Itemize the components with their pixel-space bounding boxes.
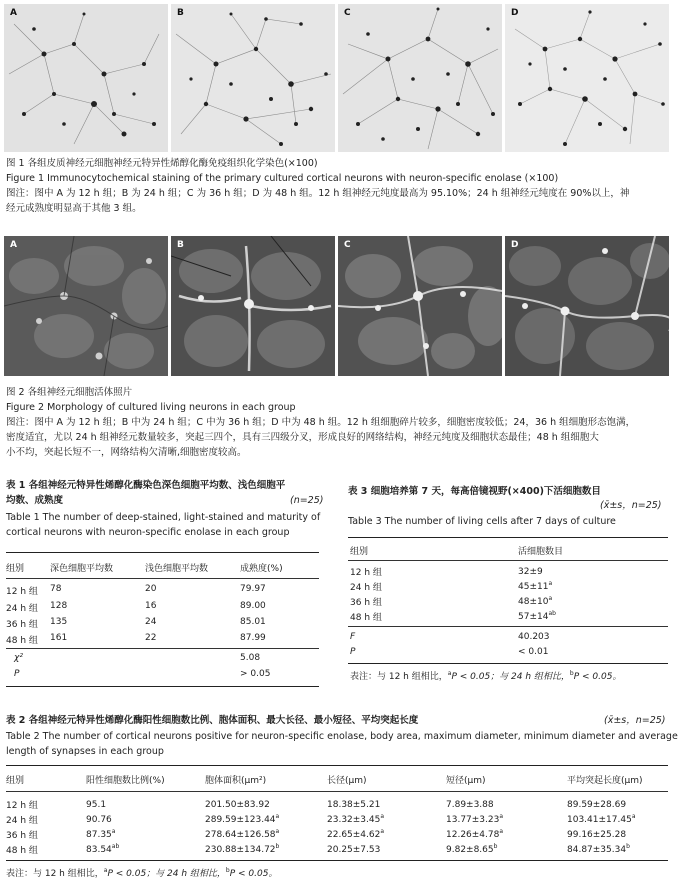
table3-title-cn: 表 3 细胞培养第 7 天，每高倍镜视野(×400)下活细胞数目 (348, 486, 601, 497)
table1-cell: 48 h 组 (6, 636, 38, 646)
table2-header: 短径(μm) (446, 776, 486, 786)
table2-cell: 89.59±28.69 (567, 800, 627, 810)
table3-cell: $57\pm 14^{ab}$ (518, 610, 556, 622)
table2-cell: 95.1 (86, 800, 107, 810)
figure2-title-en: Figure 2 Morphology of cultured living neurons in each group (6, 402, 296, 413)
table1-stat-label: χ² (14, 653, 23, 663)
table3-header: 活细胞数目 (518, 547, 564, 557)
phase-contrast-photo-d (505, 236, 669, 376)
table2-title-cn: 表 2 各组神经元特异性烯醇化酶阳性细胞数比例、胞体面积、最大长径、最小短径、平均突起长度 (6, 715, 419, 726)
table3-header-rule (348, 560, 668, 561)
table1-stat-value: > 0.05 (240, 669, 271, 679)
table2-cell: 201.50±83.92 (205, 800, 270, 810)
table1-cell: 24 h 组 (6, 604, 38, 614)
table1-cell: 22 (145, 633, 157, 643)
table3-stat-label: F (350, 632, 356, 642)
table1-stat-rule (6, 648, 319, 649)
table2-header: 长径(μm) (327, 776, 367, 786)
table3-header: 组别 (350, 547, 369, 557)
table1-cell: 20 (145, 584, 157, 594)
table2-cell: 13.77±3.23$^a$ (446, 813, 504, 825)
table2-cell: 36 h 组 (6, 831, 38, 841)
figure1-panel-label: B (177, 8, 184, 18)
table3-top-rule (348, 537, 668, 538)
figure2-panel-a (4, 236, 168, 376)
table2-header: 平均突起长度(μm) (567, 776, 643, 786)
table2-cell: 48 h 组 (6, 846, 38, 856)
table1-cell: 36 h 组 (6, 620, 38, 630)
table3-n-note: (x̄±s，n=25) (600, 500, 662, 511)
table2-title-en: Table 2 The number of cortical neurons positive for neuron-specific enolase, body area, maximum diameter, minimum diameter and average (6, 731, 678, 742)
table3-cell: 36 h 组 (350, 598, 382, 608)
table2-cell: 289.59±123.44$^a$ (205, 813, 280, 825)
figure1-panel-a (4, 4, 168, 152)
table2-cell: 24 h 组 (6, 816, 38, 826)
table3-stat-label: P (350, 647, 356, 657)
table1-stat-label: P (14, 669, 20, 679)
table1-header: 组别 (6, 564, 25, 574)
ihc-micrograph-b (171, 4, 335, 152)
table3-bottom-rule (348, 663, 668, 664)
table2-top-rule (6, 765, 668, 766)
table1-cell: 79.97 (240, 584, 266, 594)
figure1-panel-d (505, 4, 669, 152)
table2-cell: 99.16±25.28 (567, 830, 627, 840)
table1-header: 浅色细胞平均数 (145, 564, 209, 574)
figure2-panel-label: D (511, 240, 519, 250)
table3-cell: 24 h 组 (350, 583, 382, 593)
table2-cell: 90.76 (86, 815, 112, 825)
table1-cell: 87.99 (240, 633, 266, 643)
table2-cell: 87.35$^a$ (86, 828, 116, 840)
figure2-title-cn: 图 2 各组神经元细胞活体照片 (6, 387, 133, 398)
table1-stat-value: 5.08 (240, 653, 261, 663)
table3-cell: 32±9 (518, 567, 543, 577)
table1-cell: 89.00 (240, 601, 266, 611)
figure1-panel-label: C (344, 8, 351, 18)
figure2-panel-b (171, 236, 335, 376)
figure2-panel-label: B (177, 240, 184, 250)
table3-title-en: Table 3 The number of living cells after 7 days of culture (348, 516, 616, 527)
ihc-micrograph-d (505, 4, 669, 152)
table2-cell: 230.88±134.72$^b$ (205, 843, 280, 855)
figure1-panel-c (338, 4, 502, 152)
table2-header: 组别 (6, 776, 25, 786)
table1-title-cn: 表 1 各组神经元特异性烯醇化酶染色深色细胞平均数、浅色细胞平 (6, 480, 286, 491)
ihc-micrograph-a (4, 4, 168, 152)
table1-title-en-cont: cortical neurons with neuron-specific enolase in each group (6, 527, 290, 538)
figure1-note-cont: 经元成熟度明显高于其他 3 组。 (6, 203, 142, 214)
figure2-panel-label: A (10, 240, 17, 250)
phase-contrast-photo-b (171, 236, 335, 376)
figure2-panel-label: C (344, 240, 351, 250)
table2-cell: 12.26±4.78$^a$ (446, 828, 504, 840)
table1-title-cn-cont: 均数、成熟度 (6, 495, 64, 506)
table2-footnote: 表注：与 12 h 组相比，$^a$P < 0.05；与 24 h 组相比，$^b$P < 0.05。 (6, 867, 278, 879)
phase-contrast-photo-a (4, 236, 168, 376)
table2-cell: 22.65±4.62$^a$ (327, 828, 385, 840)
figure1-panels (4, 4, 669, 152)
figure1-title-en: Figure 1 Immunocytochemical staining of the primary cultured cortical neurons with neuron-specific enolase (×100) (6, 173, 559, 184)
table3-cell: $45\pm 11^a$ (518, 580, 553, 592)
figure2-panels (4, 236, 669, 376)
table3-stat-value: 40.203 (518, 632, 550, 642)
ihc-micrograph-c (338, 4, 502, 152)
figure1-panel-b (171, 4, 335, 152)
table2-cell: 83.54$^{ab}$ (86, 843, 120, 855)
table2-title-en-cont: length of synapses in each group (6, 746, 164, 757)
table2-cell: 18.38±5.21 (327, 800, 381, 810)
table3-cell: 12 h 组 (350, 568, 382, 578)
table1-cell: 135 (50, 617, 68, 627)
table2-cell: 84.87±35.34$^b$ (567, 843, 630, 855)
table2-cell: 103.41±17.45$^a$ (567, 813, 636, 825)
figure1-title-cn: 图 1 各组皮质神经元细胞神经元特异性烯醇化酶免疫组织化学染色(×100) (6, 158, 318, 169)
table1-cell: 16 (145, 601, 157, 611)
table1-header-rule (6, 578, 319, 579)
table2-cell: 20.25±7.53 (327, 845, 381, 855)
table2-header-rule (6, 791, 668, 792)
figure2-panel-c (338, 236, 502, 376)
table1-cell: 161 (50, 633, 68, 643)
table1-header: 深色细胞平均数 (50, 564, 114, 574)
table1-cell: 78 (50, 584, 62, 594)
table3-cell: 48 h 组 (350, 613, 382, 623)
table1-cell: 12 h 组 (6, 587, 38, 597)
table1-cell: 128 (50, 601, 68, 611)
figure2-note: 图注：图中 A 为 12 h 组；B 中为 24 h 组；C 中为 36 h 组；D 中为 48 h 组。12 h 组细胞碎片较多，细胞密度较低；24，36 h 组细胞形态饱满， (6, 417, 636, 428)
figure1-panel-label: A (10, 8, 17, 18)
table2-n-note: (x̄±s，n=25) (604, 715, 666, 726)
table3-stat-value: < 0.01 (518, 647, 549, 657)
figure1-note: 图注：图中 A 为 12 h 组；B 为 24 h 组；C 为 36 h 组；D 为 48 h 组。12 h 组神经元纯度最高为 95.10%；24 h 组神经元纯度在 90%以上，神 (6, 188, 630, 199)
table1-cell: 24 (145, 617, 157, 627)
table1-title-en: Table 1 The number of deep-stained, light-stained and maturity of (6, 512, 321, 523)
figure2-note-cont-2: 小不均，突起长短不一，网络结构欠清晰,细胞密度较高。 (6, 447, 247, 458)
table3-footnote: 表注：与 12 h 组相比，$^a$P < 0.05；与 24 h 组相比，$^b$P < 0.05。 (350, 670, 622, 682)
table2-header: 胞体面积(μm²) (205, 776, 267, 786)
table1-top-rule (6, 552, 319, 553)
table3-cell: $48\pm 10^a$ (518, 595, 553, 607)
table2-cell: 12 h 组 (6, 801, 38, 811)
phase-contrast-photo-c (338, 236, 502, 376)
table2-cell: 9.82±8.65$^b$ (446, 843, 498, 855)
figure2-note-cont: 密度适宜，尤以 24 h 组神经元数量较多，突起三四个，具有三四级分叉，形成良好的网络结构，神经元纯度及细胞状态最佳；48 h 组细胞大 (6, 432, 599, 443)
table1-bottom-rule (6, 686, 319, 687)
table1-n-note: (n=25) (290, 495, 324, 506)
table2-cell: 7.89±3.88 (446, 800, 494, 810)
figure2-panel-d (505, 236, 669, 376)
table2-cell: 278.64±126.58$^a$ (205, 828, 280, 840)
table2-cell: 23.32±3.45$^a$ (327, 813, 385, 825)
table1-cell: 85.01 (240, 617, 266, 627)
table1-header: 成熟度(%) (240, 564, 283, 574)
table2-header: 阳性细胞数比例(%) (86, 776, 165, 786)
figure1-panel-label: D (511, 8, 519, 18)
table2-bottom-rule (6, 860, 668, 861)
table3-stat-rule (348, 626, 668, 627)
